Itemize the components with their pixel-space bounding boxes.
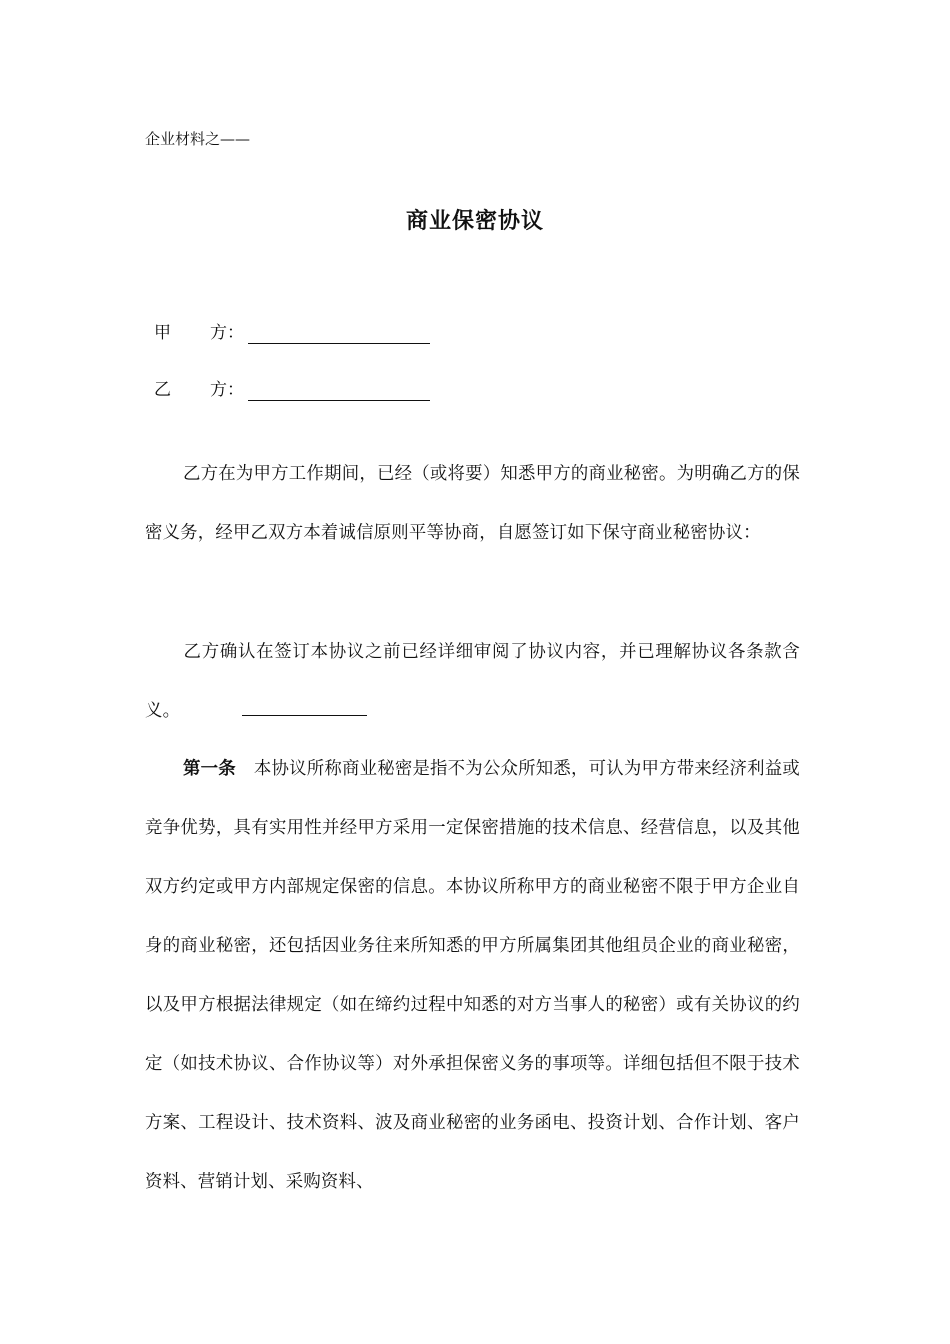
party-a-label: 甲 (154, 323, 171, 343)
acknowledgement-text: 乙方确认在签订本协议之前已经详细审阅了协议内容，并已理解协议各条款含义。 (145, 642, 800, 721)
document-title: 商业保密协议 (405, 209, 544, 234)
party-a-suffix: 方： (210, 323, 244, 343)
article-1-label: 第一条 (183, 759, 236, 779)
party-b-blank (248, 380, 430, 401)
intro-text: 乙方在为甲方工作期间，已经（或将要）知悉甲方的商业秘密。为明确乙方的保密义务，经甲乙双方本着诚信原则平等协商，自愿签订如下保守商业秘密协议： (145, 464, 800, 543)
party-b-row (154, 375, 430, 401)
party-b-suffix: 方： (210, 380, 244, 400)
intro-paragraph (145, 445, 800, 563)
party-b-label: 乙 (154, 380, 171, 400)
header-note: 企业材料之—— (145, 130, 251, 148)
acknowledgement-signature-blank (242, 697, 367, 716)
article-1-paragraph (145, 740, 800, 1212)
article-1-text: 本协议所称商业秘密是指不为公众所知悉，可认为甲方带来经济利益或竞争优势，具有实用性并经甲方采用一定保密措施的技术信息、经营信息，以及其他双方约定或甲方内部规定保密的信息。本协议所称甲方的商业秘密不限于甲方企业自身的商业秘密，还包括因业务往来所知悉的甲方所属集团其他组员企业的商业秘密，以及甲方根据法律规定（如在缔约过程中知悉的对方当事人的秘密）或有关协议的约定（如技术协议、合作协议等）对外承担保密义务的事项等。详细包括但不限于技术方案、工程设计、技术资料、波及商业秘密的业务函电、投资计划、合作计划、客户资料、营销计划、采购资料、 (145, 759, 800, 1192)
party-a-blank (248, 323, 430, 344)
acknowledgement-paragraph (145, 623, 800, 741)
party-a-row (154, 318, 430, 344)
